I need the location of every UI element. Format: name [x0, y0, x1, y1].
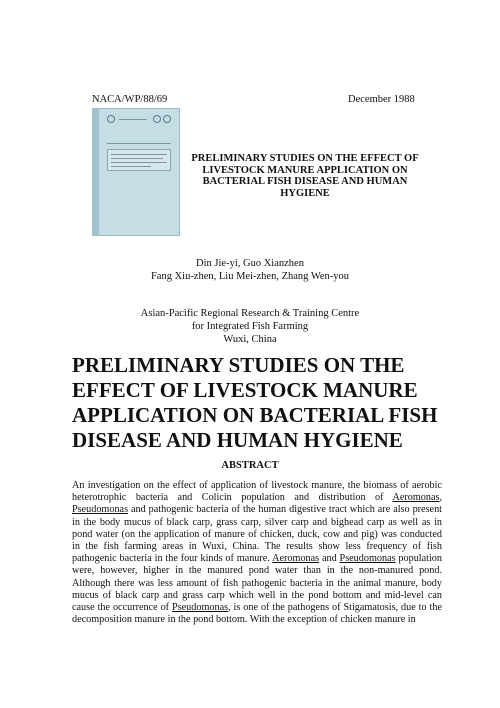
genus-term: Pseudomonas	[339, 553, 396, 565]
genus-term: Pseudomonas	[72, 504, 129, 516]
abstract-heading: ABSTRACT	[221, 460, 279, 471]
genus-term: Aeromonas	[272, 553, 320, 565]
genus-term: Aeromonas	[392, 492, 440, 504]
cover-spine	[93, 109, 99, 235]
emblem-icon	[107, 115, 115, 123]
cover-thumbnail	[92, 108, 180, 236]
document-number: NACA/WP/88/69	[92, 94, 168, 105]
emblem-icon	[163, 115, 171, 123]
cover-title: PRELIMINARY STUDIES ON THE EFFECT OF LIVESTOCK MANURE APPLICATION ON BACTERIAL FISH DISEASE AND HUMAN HYGIENE	[191, 153, 419, 199]
affiliation: Asian-Pacific Regional Research & Training Centre for Integrated Fish Farming Wuxi, China	[140, 308, 360, 345]
cover-text-line	[119, 119, 147, 120]
abstract-paragraph: An investigation on the effect of application of livestock manure, the biomass of aerobic heterotrophic bacteria and Colicin population and distribution of Aeromonas, Pseudomonas and pathogenic bacteria of the human digestive tract which are also present in the body mucus of black carp, grass carp, silver carp and bighead carp as well as in pond water (on the application of manure of chicken, duck, cow and pig) was conducted in the fish farming areas in Wuxi, China. The results show less frequency of fish pathogenic bacteria in the four kinds of manure. Aeromonas and Pseudomonas population were, however, higher in the manured pond water than in the non-manured pond. Although there was less amount of fish pathogenic bacteria in the animal manure, body mucus of black carp and grass carp which well in the pond bottom and mid-level can cause the occurrence of Pseudomonas, is one of the pathogens of Stigamatosis, due to the decomposition manure in the pond bottom. With the exception of chicken manure in	[72, 480, 443, 626]
cover-title-box	[107, 149, 171, 171]
cover-text-line	[107, 143, 171, 144]
emblem-icon	[153, 115, 161, 123]
document-date: December 1988	[348, 94, 415, 105]
authors: Din Jie-yi, Guo Xianzhen Fang Xiu-zhen, Liu Mei-zhen, Zhang Wen-you	[150, 258, 350, 282]
page-title: PRELIMINARY STUDIES ON THE EFFECT OF LIVESTOCK MANURE APPLICATION ON BACTERIAL FISH DISEASE AND HUMAN HYGIENE	[72, 353, 438, 452]
genus-term: Pseudomonas	[172, 602, 229, 614]
